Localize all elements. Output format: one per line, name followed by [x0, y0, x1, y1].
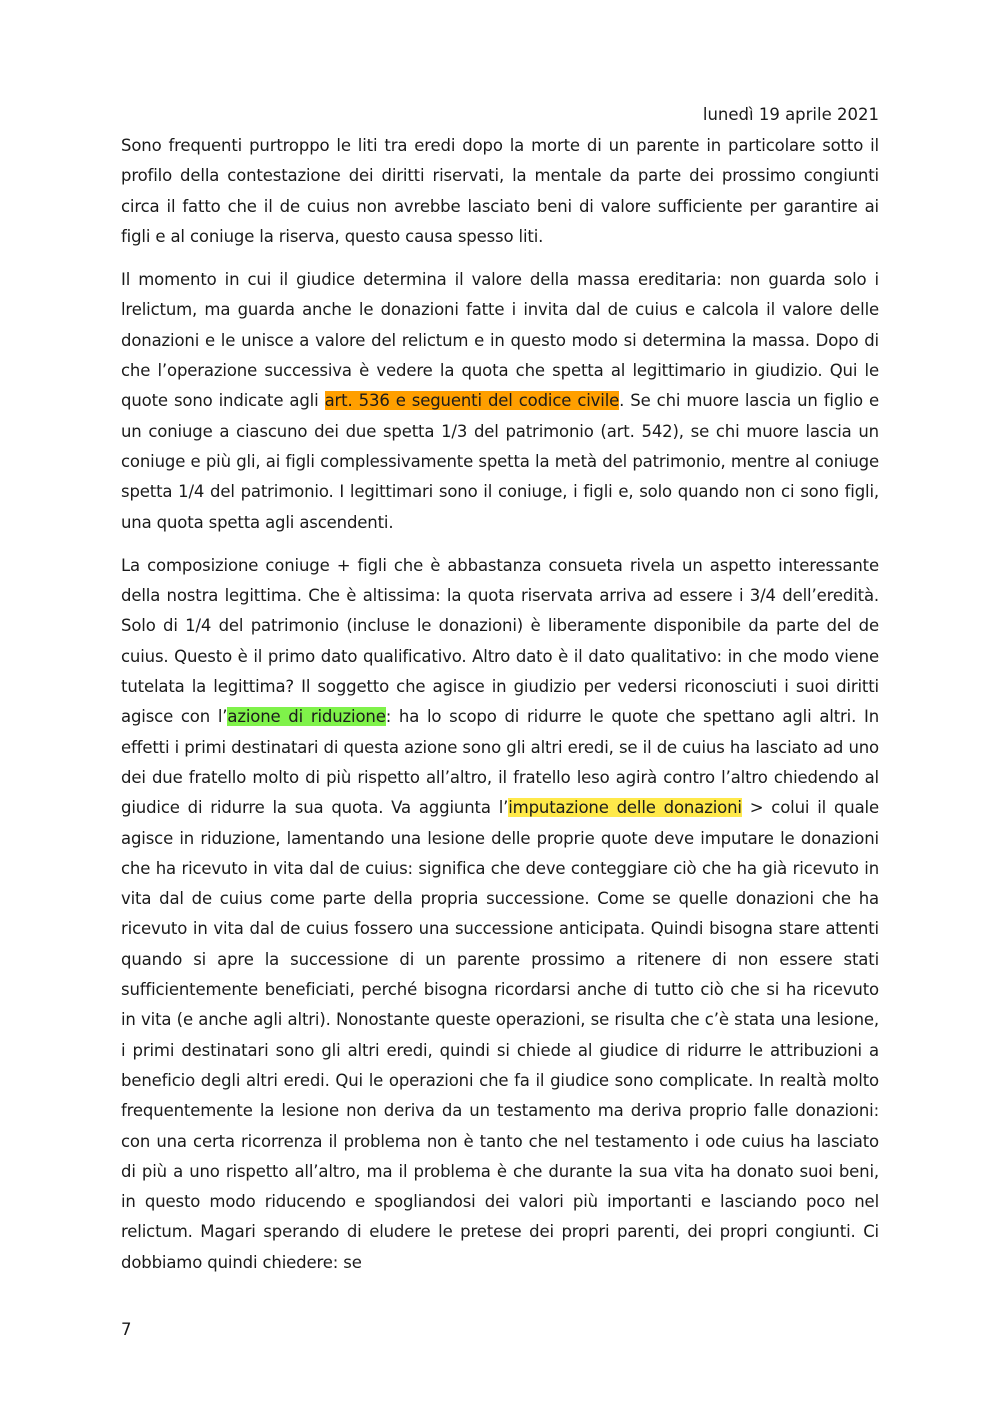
paragraph-1: [121, 131, 879, 252]
highlight-yellow: imputazione delle donazioni: [508, 798, 742, 818]
text-segment: Il momento in cui il giudice determina il valore della massa ereditaria: non guarda solo i lrelictum, ma guarda anche le donazioni fatte i invita dal de cuius e calcola il valore delle donazioni e le unisce a valore del relictum e in questo modo si determina la massa. Dopo di che l’operazione successiva è vedere la quota che spetta al legittimario in giudizio. Qui le quote sono indicate agli: [121, 270, 879, 411]
text-segment: > colui il quale agisce in riduzione, lamentando una lesione delle proprie quote deve imputare le donazioni che ha ricevuto in vita dal de cuius: significa che deve conteggiare ciò che ha già ricevuto in vita dal de cuius come parte della propria successione. Come se quelle donazioni che ha ricevuto in vita dal de cuius fossero una successione anticipata. Quindi bisogna stare attenti quando si apre la successione di un parente prossimo a ritenere di non essere stati sufficientemente beneficiati, perché bisogna ricordarsi anche di tutto ciò che si ha ricevuto in vita (e anche agli altri). Nonostante queste operazioni, se risulta che c’è stata una lesione, i primi destinatari sono gli altri eredi, quindi si chiede al giudice di ridurre le attribuzioni a beneficio degli altri eredi. Qui le operazioni che fa il giudice sono complicate. In realtà molto frequentemente la lesione non deriva da un testamento ma deriva proprio falle donazioni: con una certa ricorrenza il problema non è tanto che nel testamento i ode cuius ha lasciato di più a uno rispetto all’altro, ma il problema è che durante la sua vita ha donato suoi beni, in questo modo riducendo e spogliandosi dei valori più importanti e lasciando poco nel relictum. Magari sperando di eludere le pretese dei propri parenti, dei propri congiunti. Ci dobbiamo quindi chiedere: se: [121, 798, 879, 1272]
highlight-orange: art. 536 e seguenti del codice civile: [324, 391, 620, 411]
text-segment: . Se chi muore lascia un figlio e un coniuge a ciascuno dei due spetta 1/3 del patrimonio (art. 542), se chi muore lascia un coniuge e più gli, ai figli complessivamente spetta la metà del patrimonio, mentre al coniuge spetta 1/4 del patrimonio. I legittimari sono il coniuge, i figli e, solo quando non ci sono figli, una quota spetta agli ascendenti.: [121, 391, 879, 532]
highlight-green: azione di riduzione: [227, 707, 386, 727]
body-text: [121, 131, 879, 1291]
page-date: lunedì 19 aprile 2021: [702, 105, 879, 124]
paragraph-2: [121, 265, 879, 538]
page-number: 7: [121, 1320, 132, 1339]
text-segment: : ha lo scopo di ridurre le quote che spettano agli altri. In effetti i primi destinatari di questa azione sono gli altri eredi, se il de cuius ha lasciato ad uno dei due fratello molto di più rispetto all’altro, il fratello leso agirà contro l’altro chiedendo al giudice di ridurre la sua quota. Va aggiunta l’: [121, 707, 880, 818]
paragraph-3: [121, 551, 879, 1278]
text-segment: Sono frequenti purtroppo le liti tra eredi dopo la morte di un parente in particolare sotto il profilo della contestazione dei diritti riservati, la mentale da parte dei prossimo congiunti circa il fatto che il de cuius non avrebbe lasciato beni di valore sufficiente per garantire ai figli e al coniuge la riserva, questo causa spesso liti.: [121, 136, 879, 246]
text-segment: La composizione coniuge + figli che è abbastanza consueta rivela un aspetto interessante della nostra legittima. Che è altissima: la quota riservata arriva ad essere i 3/4 dell’eredità. Solo di 1/4 del patrimonio (incluse le donazioni) è liberamente disponibile da parte del de cuius. Questo è il primo dato qualificativo. Altro dato è il dato qualitativo: in che modo viene tutelata la legittima? Il soggetto che agisce in giudizio per vedersi riconosciuti i suoi diritti agisce con l’: [121, 555, 879, 727]
